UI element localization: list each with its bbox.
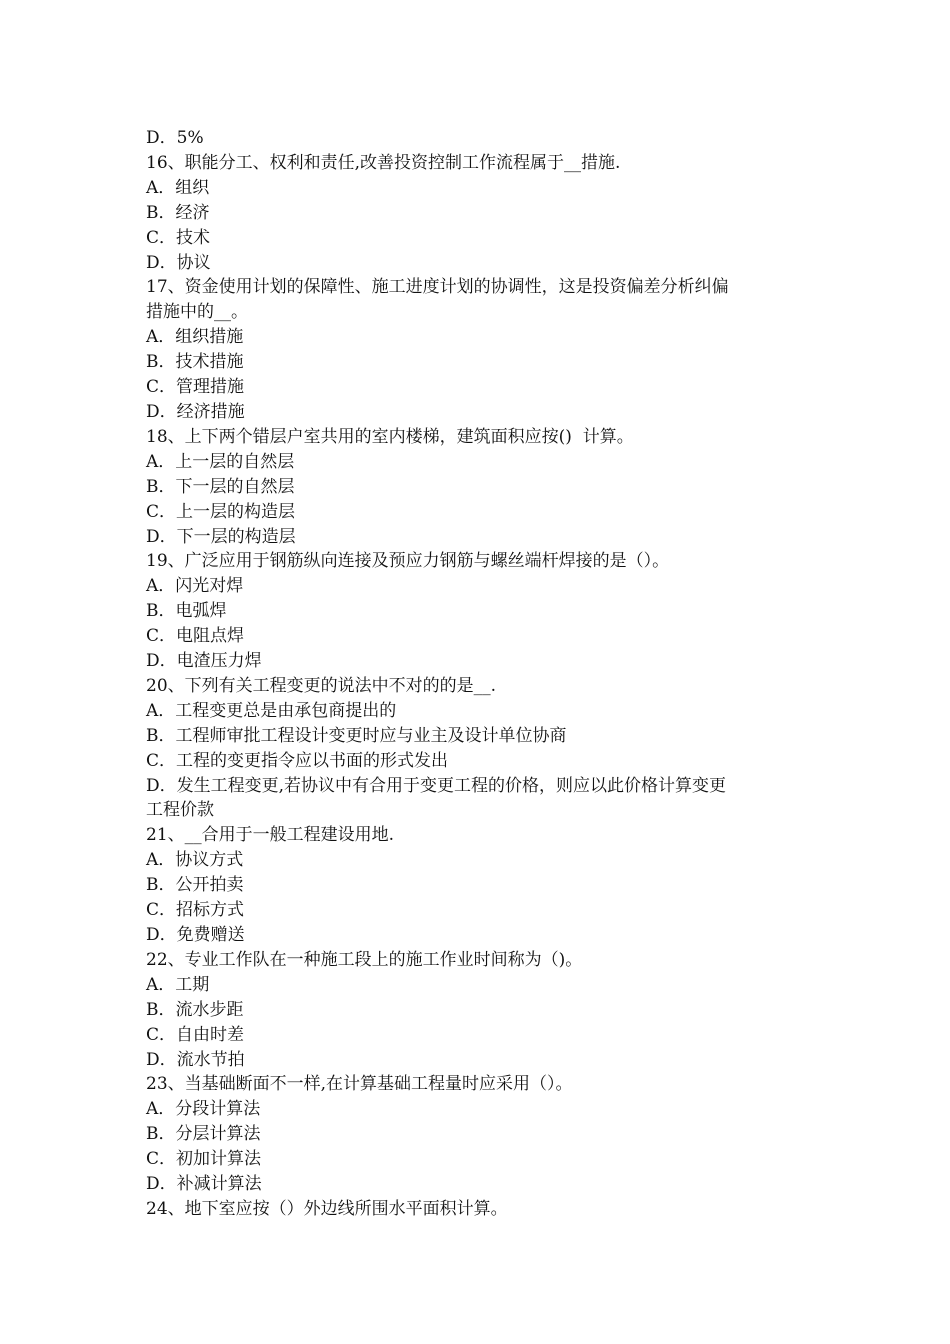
text-line: B．工程师审批工程设计变更时应与业主及设计单位协商 (146, 725, 567, 746)
text-line: C．电阻点焊 (146, 626, 245, 647)
text-line: A．工期 (146, 974, 210, 995)
text-line: A．工程变更总是由承包商提出的 (146, 700, 397, 721)
text-line: B．电弧焊 (146, 601, 227, 622)
text-line: 23、当基础断面不一样,在计算基础工程量时应采用（）。 (146, 1074, 573, 1095)
text-line: D．5% (146, 128, 204, 148)
text-line: 工程价款 (146, 800, 214, 821)
text-line: B．分层计算法 (146, 1124, 261, 1145)
text-line: 17、资金使用计划的保障性、施工进度计划的协调性，这是投资偏差分析纠偏 (146, 277, 729, 298)
text-line: C．上一层的构造层 (146, 501, 296, 522)
text-line: A．组织 (146, 177, 210, 198)
text-line: A．分段计算法 (146, 1099, 261, 1120)
text-line: A．闪光对焊 (146, 576, 244, 597)
text-line: C．管理措施 (146, 377, 245, 398)
text-line: B．公开拍卖 (146, 875, 244, 896)
text-line: D．流水节拍 (146, 1049, 245, 1070)
document-body (146, 126, 810, 1222)
text-line: 24、地下室应按（）外边线所围水平面积计算。 (146, 1198, 508, 1219)
text-line: C．技术 (146, 227, 211, 248)
text-line: 22、专业工作队在一种施工段上的施工作业时间称为（)。 (146, 949, 583, 970)
text-line: 16、职能分工、权利和责任,改善投资控制工作流程属于__措施. (146, 152, 621, 173)
text-line: 19、广泛应用于钢筋纵向连接及预应力钢筋与螺丝端杆焊接的是（）。 (146, 551, 670, 572)
text-line: D．下一层的构造层 (146, 526, 296, 547)
text-line: D．免费赠送 (146, 925, 245, 945)
text-line: 20、下列有关工程变更的说法中不对的的是__. (146, 675, 497, 696)
text-line: A．组织措施 (146, 327, 244, 348)
text-line: C．自由时差 (146, 1024, 245, 1045)
text-line: B．技术措施 (146, 352, 244, 373)
text-line: D．发生工程变更,若协议中有合用于变更工程的价格，则应以此价格计算变更 (146, 775, 727, 796)
text-line: C．招标方式 (146, 900, 245, 921)
text-line: B．经济 (146, 202, 210, 223)
text-line: 措施中的__。 (146, 302, 248, 323)
text-line: D．补减计算法 (146, 1174, 262, 1195)
text-line: D．协议 (146, 252, 211, 273)
text-line: A．协议方式 (146, 850, 244, 871)
text-line: C．初加计算法 (146, 1149, 262, 1170)
text-line: A．上一层的自然层 (146, 451, 295, 472)
text-line: B．下一层的自然层 (146, 476, 295, 497)
text-line: B．流水步距 (146, 999, 244, 1020)
text-line: D．经济措施 (146, 401, 245, 422)
text-line: 18、上下两个错层户室共用的室内楼梯，建筑面积应按() 计算。 (146, 426, 634, 447)
text-line: C．工程的变更指令应以书面的形式发出 (146, 750, 449, 771)
text-line: D．电渣压力焊 (146, 651, 262, 672)
text-line: 21、__合用于一般工程建设用地. (146, 825, 395, 846)
